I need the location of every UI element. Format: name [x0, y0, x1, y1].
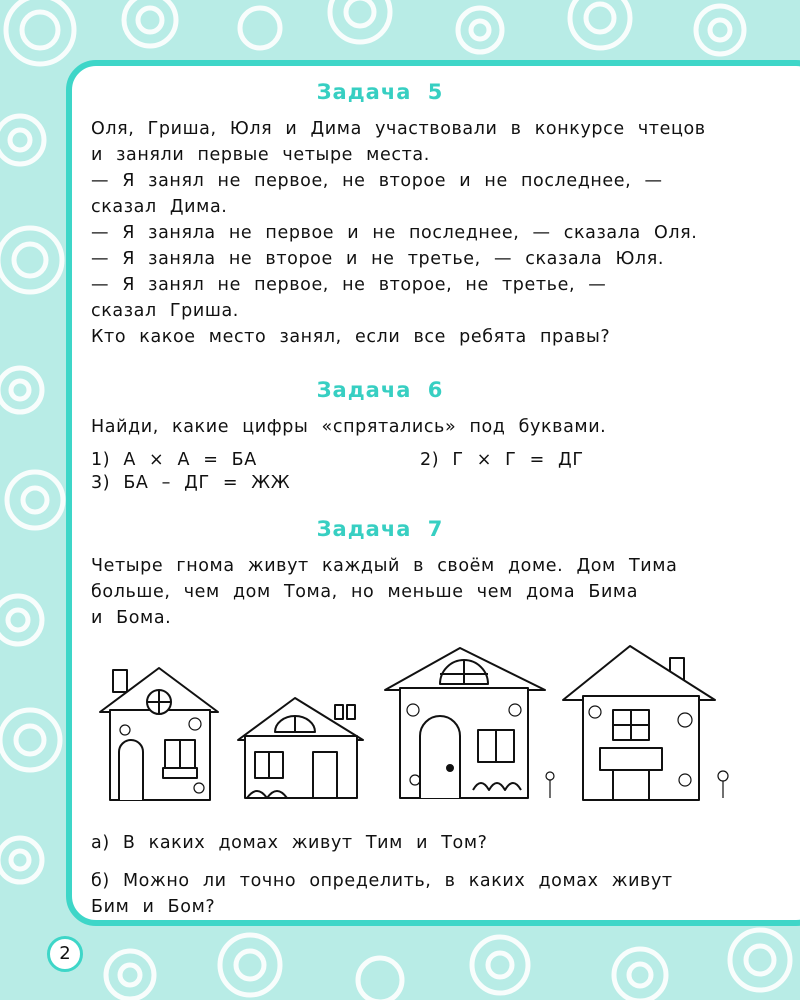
task6-intro: Найди, какие цифры «спрятались» под буквами. [91, 417, 607, 437]
house-4-icon [563, 646, 715, 800]
task5-line: и заняли первые четыре места. [91, 145, 430, 165]
task6-equation-3: 3) БА – ДГ = ЖЖ [91, 473, 291, 493]
task7-question-a: а) В каких домах живут Тим и Том? [91, 833, 488, 853]
page-number: 2 [47, 936, 83, 972]
task5-line: — Я занял не первое, не второе и не последнее, — [91, 171, 663, 191]
task7-line: больше, чем дом Тома, но меньше чем дома Бима [91, 582, 639, 602]
task7-question-b-line: б) Можно ли точно определить, в каких домах живут [91, 871, 673, 891]
task5-line: — Я заняла не второе и не третье, — сказала Юля. [91, 249, 665, 269]
house-1-icon [100, 668, 218, 800]
task6-title: Задача 6 [316, 378, 444, 402]
house-2-icon [238, 698, 363, 798]
task7-question-b-line: Бим и Бом? [91, 897, 216, 917]
task5-title: Задача 5 [316, 80, 444, 104]
task5-line: — Я заняла не первое и не последнее, — сказала Оля. [91, 223, 698, 243]
task7-line: и Бома. [91, 608, 172, 628]
task5-line: Оля, Гриша, Юля и Дима участвовали в конкурсе чтецов [91, 119, 706, 139]
task5-line: Кто какое место занял, если все ребята правы? [91, 327, 611, 347]
task5-line: — Я занял не первое, не второе, не третье, — [91, 275, 607, 295]
houses-illustration [95, 640, 755, 810]
task6-equation-1: 1) А × А = БА [91, 450, 257, 470]
task7-question-b [91, 868, 673, 920]
task6-equation-2: 2) Г × Г = ДГ [420, 450, 584, 470]
task5-line: сказал Дима. [91, 197, 228, 217]
task5-text [91, 116, 706, 350]
task7-text [91, 553, 677, 631]
task7-line: Четыре гнома живут каждый в своём доме. Дом Тима [91, 556, 678, 576]
task7-title: Задача 7 [316, 517, 444, 541]
task5-line: сказал Гриша. [91, 301, 239, 321]
house-3-icon [385, 648, 545, 798]
